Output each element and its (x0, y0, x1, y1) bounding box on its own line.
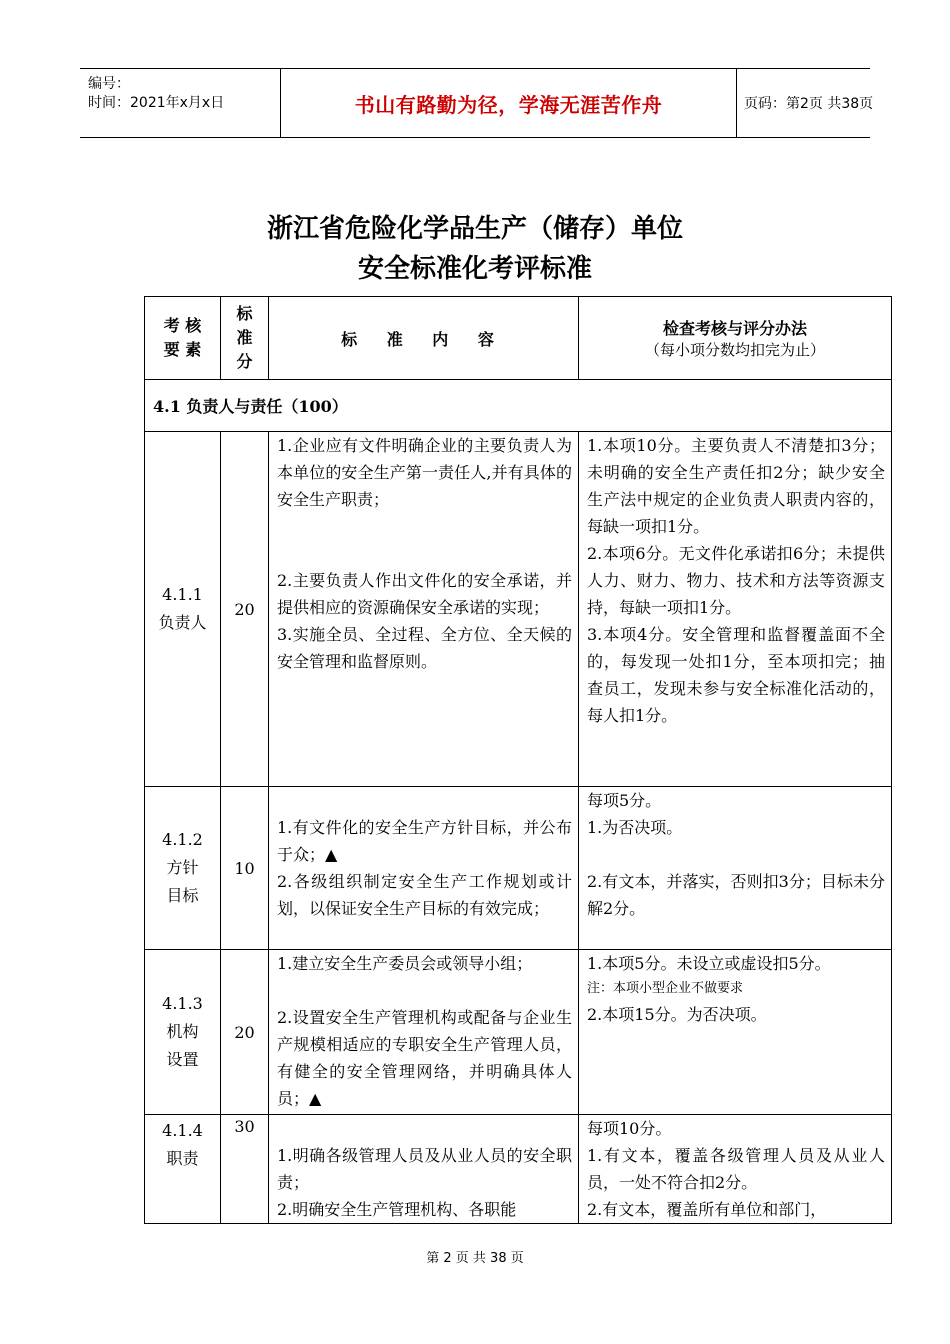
content-item: 1.明确各级管理人员及从业人员的安全职责； (277, 1146, 572, 1192)
method-item: 2.有文本，覆盖所有单位和部门， (587, 1200, 827, 1219)
header-element (145, 297, 221, 380)
row-content (269, 950, 579, 1115)
content-item: 2.明确安全生产管理机构、各职能 (277, 1200, 517, 1219)
document-title-line2: 安全标准化考评标准 (357, 254, 592, 284)
row-score: 20 (221, 432, 269, 787)
element-code: 4.1.3 (162, 994, 203, 1013)
header-score (221, 297, 269, 380)
document-time-label: 时间：2021年x月x日 (88, 95, 225, 111)
content-spacer (277, 977, 572, 1004)
method-item: 2.本项15分。为否决项。 (587, 1005, 767, 1024)
method-item: 1.有文本，覆盖各级管理人员及从业人员，一处不符合扣2分。 (587, 1146, 885, 1192)
method-item: 2.有文本，并落实，否则扣3分；目标未分解2分。 (587, 872, 885, 918)
table-row (145, 787, 892, 950)
row-element (145, 1115, 221, 1224)
row-method (579, 432, 892, 787)
content-item: 3.实施全员、全过程、全方位、全天候的安全管理和监督原则。 (277, 625, 572, 671)
header-score-line: 标 (236, 304, 253, 323)
row-method (579, 1115, 892, 1224)
section-title: 4.1 负责人与责任（100） (145, 380, 892, 432)
row-element (145, 787, 221, 950)
row-score: 30 (221, 1115, 269, 1224)
content-item: 2.设置安全生产管理机构或配备与企业生产规模相适应的专职安全生产管理人员，有健全的安全管理网络，并明确具体人员；▲ (277, 1008, 572, 1108)
table-row (145, 950, 892, 1115)
page-footer: 第 2 页 共 38 页 (426, 1251, 524, 1266)
content-item: 2.主要负责人作出文件化的安全承诺，并提供相应的资源确保安全承诺的实现； (277, 571, 572, 617)
row-element (145, 950, 221, 1115)
row-score: 20 (221, 950, 269, 1115)
table-header-row (145, 297, 892, 380)
method-item: 1.本项5分。未设立或虚设扣5分。 (587, 954, 831, 973)
method-spacer (587, 841, 885, 868)
header-meta (80, 69, 280, 137)
row-method (579, 950, 892, 1115)
element-code: 4.1.4 (162, 1121, 203, 1140)
content-spacer (277, 513, 572, 567)
row-content (269, 787, 579, 950)
method-item: 每项5分。 (587, 791, 662, 810)
method-item: 每项10分。 (587, 1119, 672, 1138)
motto-text: 书山有路勤为径，学海无涯苦作舟 (354, 92, 663, 117)
element-name: 机构 (166, 1022, 199, 1041)
element-name: 方针 (166, 858, 199, 877)
document-title-line1: 浙江省危险化学品生产（储存）单位 (266, 214, 683, 244)
header-score-line: 分 (236, 352, 253, 371)
content-spacer (277, 787, 572, 814)
method-item: 1.本项10分。主要负责人不清楚扣3分；未明确的安全生产责任扣2分；缺少安全生产法中规定的企业负责人职责内容的，每缺一项扣1分。 (587, 436, 885, 536)
header-page-number: 页码：第2页 共38页 (744, 96, 874, 112)
header-method (579, 297, 892, 380)
header-content: 标 准 内 容 (269, 297, 579, 380)
element-name: 目标 (166, 886, 199, 905)
header-method-note: （每小项分数均扣完为止） (644, 341, 825, 359)
page-header (80, 68, 874, 138)
document-number-label: 编号： (88, 76, 130, 92)
row-content (269, 432, 579, 787)
element-name: 设置 (166, 1050, 199, 1069)
content-item: 1.企业应有文件明确企业的主要负责人为本单位的安全生产第一责任人,并有具体的安全生产职责； (277, 436, 572, 509)
standards-table (144, 296, 892, 1224)
content-spacer (277, 1115, 572, 1142)
header-motto (280, 69, 737, 137)
table-row (145, 1115, 892, 1224)
element-name: 职责 (166, 1149, 199, 1168)
header-score-line: 准 (236, 328, 253, 347)
method-note: 注：本项小型企业不做要求 (587, 981, 744, 996)
header-element-line: 考 核 (163, 316, 202, 335)
row-score: 10 (221, 787, 269, 950)
row-element (145, 432, 221, 787)
method-item: 1.为否决项。 (587, 818, 683, 837)
method-item: 2.本项6分。无文件化承诺扣6分；未提供人力、财力、物力、技术和方法等资源支持，每缺一项扣1分。 (587, 544, 885, 617)
section-row (145, 380, 892, 432)
content-item: 1.建立安全生产委员会或领导小组； (277, 954, 533, 973)
header-method-title: 检查考核与评分办法 (662, 319, 807, 338)
method-item: 3.本项4分。安全管理和监督覆盖面不全的，每发现一处扣1分，至本项扣完；抽查员工，发现未参与安全标准化活动的，每人扣1分。 (587, 625, 885, 725)
content-item: 2.各级组织制定安全生产工作规划或计划，以保证安全生产目标的有效完成； (277, 872, 572, 918)
row-content (269, 1115, 579, 1224)
element-code: 4.1.1 (162, 585, 203, 604)
element-name: 负责人 (158, 613, 207, 632)
header-element-line: 要 素 (163, 340, 202, 359)
row-method (579, 787, 892, 950)
content-item: 1.有文件化的安全生产方针目标，并公布于众；▲ (277, 818, 572, 864)
table-row (145, 432, 892, 787)
element-code: 4.1.2 (162, 830, 203, 849)
